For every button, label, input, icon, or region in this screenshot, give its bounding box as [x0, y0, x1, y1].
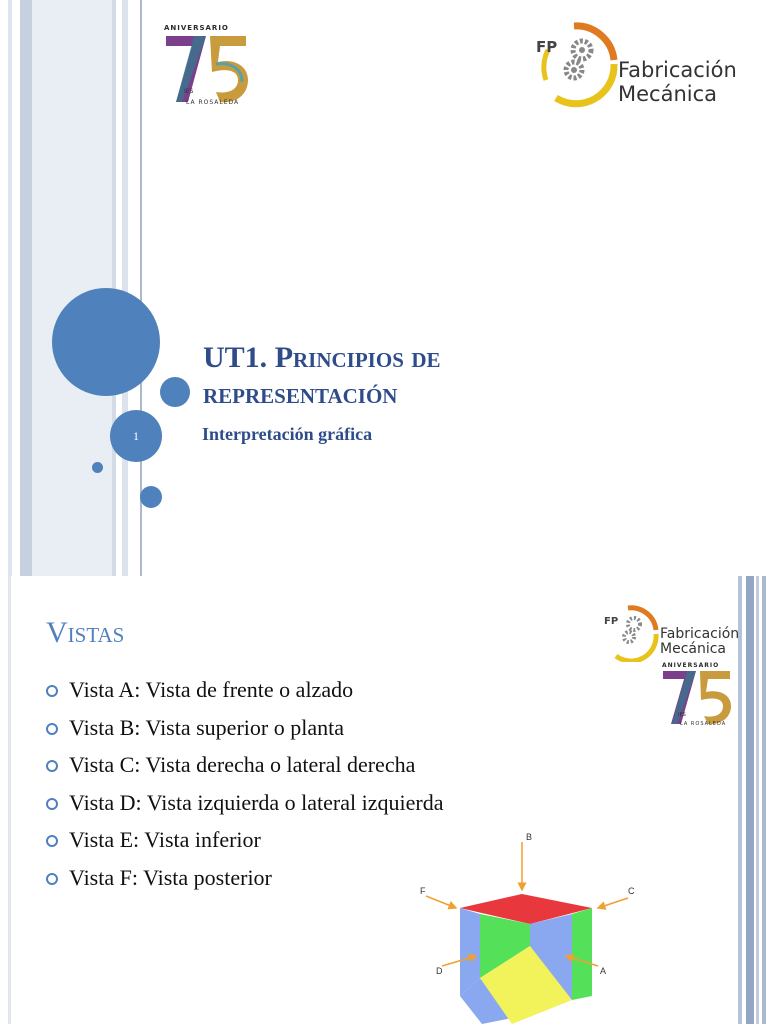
slide-subtitle: Interpretación gráfica [202, 424, 373, 444]
anniversary-school: LA ROSALEDA [680, 721, 727, 727]
fp-fabricacion-logo [534, 20, 737, 108]
fp-line1: Fabricación [618, 58, 737, 82]
decorative-stripe [756, 576, 759, 1024]
decorative-circle [92, 462, 103, 473]
anniversary-top-text: ANIVERSARIO [662, 662, 720, 669]
fp-line2: Mecánica [660, 641, 727, 657]
decorative-stripe [8, 576, 11, 1024]
bullet-text: Vista D: Vista izquierda o lateral izquierda [69, 789, 444, 815]
slide-number-circle [110, 410, 162, 462]
decorative-stripe [762, 576, 766, 1024]
decorative-stripe [738, 576, 742, 1024]
label-f: F [420, 886, 426, 896]
title-prefix: UT1. [203, 341, 275, 374]
anniversary-top-text: ANIVERSARIO [164, 24, 229, 32]
content-slide [0, 576, 768, 1024]
fp-line2: Mecánica [618, 82, 718, 106]
anniversary-ies: IES [184, 88, 194, 95]
list-item [46, 671, 443, 709]
bullet-text: Vista F: Vista posterior [69, 864, 272, 890]
bullet-icon [46, 685, 58, 697]
bullet-text: Vista A: Vista de frente o alzado [69, 677, 354, 702]
bullet-icon [46, 835, 58, 847]
arrow-c [598, 898, 628, 908]
fp-label: FP [604, 616, 619, 627]
fp-label: FP [536, 38, 558, 56]
slide-title [203, 340, 663, 412]
title-line2: representación [203, 377, 398, 410]
bullet-text: Vista E: Vista inferior [69, 827, 261, 852]
arrow-f [426, 896, 456, 908]
fp-line1: Fabricación [660, 626, 740, 642]
list-item [46, 709, 443, 747]
decorative-stripe [122, 0, 128, 576]
bullet-text: Vista B: Vista superior o planta [69, 714, 344, 740]
isometric-views-diagram [412, 828, 652, 1024]
label-d: D [436, 966, 443, 976]
gears-icon [534, 20, 624, 108]
anniversary-75-graphic [660, 662, 734, 728]
anniversary-logo [162, 24, 252, 108]
bullet-icon [46, 873, 58, 885]
label-b: B [526, 832, 533, 842]
decorative-stripe [746, 576, 754, 1024]
decorative-circle [52, 288, 160, 396]
decorative-circle [160, 377, 190, 407]
list-item [46, 821, 443, 859]
anniversary-school: LA ROSALEDA [186, 99, 240, 106]
cube-right-face [572, 908, 592, 1000]
anniversary-ies: IES [678, 712, 686, 718]
list-item [46, 746, 443, 784]
slide-number: 1 [133, 428, 139, 443]
decorative-stripe [20, 0, 32, 576]
bullet-list [46, 671, 443, 896]
list-item [46, 859, 443, 897]
anniversary-75-graphic [162, 24, 252, 108]
list-item [46, 784, 443, 822]
title-line1: Principios de [274, 341, 441, 374]
anniversary-logo-small [660, 662, 734, 728]
label-c: C [628, 886, 635, 896]
bullet-icon [46, 760, 58, 772]
bullet-icon [46, 723, 58, 735]
slide-heading: Vistas [46, 616, 125, 649]
decorative-circle [140, 486, 162, 508]
decorative-stripe [8, 0, 12, 576]
gears-icon [602, 604, 662, 662]
bullet-text: Vista C: Vista derecha o lateral derecha [69, 752, 416, 777]
fp-fabricacion-logo-small [602, 604, 740, 662]
label-a: A [600, 966, 607, 976]
bullet-icon [46, 798, 58, 810]
